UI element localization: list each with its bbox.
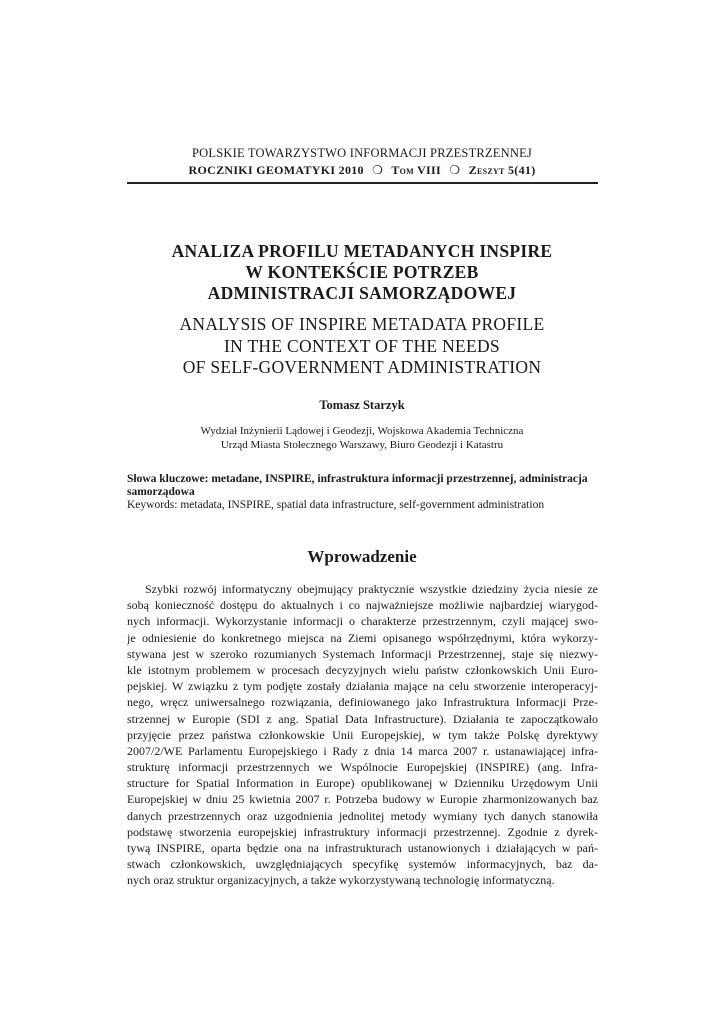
title-polish: [0, 241, 724, 304]
separator-circle-icon: ❍: [449, 163, 461, 177]
journal-volume: Tom VIII: [391, 163, 441, 177]
title-pl-line: ANALIZA PROFILU METADANYCH INSPIRE: [171, 241, 553, 261]
text-line: nego, wręcz uniwersalnego rozwiązania, definiowanego jako Infrastruktura Informacji Prze-: [127, 695, 598, 710]
text-line: nych informacji. Wykorzystanie informacji o charakterze przestrzennym, czyli mającej swo-: [127, 614, 598, 629]
author-name: Tomasz Starzyk: [319, 398, 405, 412]
header-rule: [127, 182, 598, 184]
keywords-pl: Słowa kluczowe: metadane, INSPIRE, infrastruktura informacji przestrzennej, administracja: [127, 473, 588, 485]
text-line: Szybki rozwój informatyczny obejmujący praktycznie wszystkie dziedziny życia niesie ze: [145, 582, 598, 596]
keywords-pl-cont: samorządowa: [127, 486, 195, 498]
text-line: structure for Spatial Information in Europe) opublikowanej w Dzienniku Urzędowym Unii: [127, 776, 598, 791]
title-pl-line: W KONTEKŚCIE POTRZEB: [245, 262, 479, 282]
text-line: tywą INSPIRE, oparta będzie ona na infrastrukturach ustanowionych i działających w pań-: [127, 841, 598, 855]
text-line: stwach członkowskich, uwzględniających specyfikę systemów informacyjnych, baz da-: [127, 857, 598, 872]
title-en-line: IN THE CONTEXT OF THE NEEDS: [224, 335, 500, 356]
affiliation-line: Urząd Miasta Stołecznego Warszawy, Biuro Geodezji i Katastru: [220, 438, 504, 451]
text-line: pejskiej. W związku z tym podjęte zostały działania mające na celu stworzenie interoperacyj-: [127, 679, 598, 694]
text-line: nych oraz struktur organizacyjnych, a także wykorzystywaną technologię informatyczną.: [127, 873, 555, 888]
text-line: stywana jest w szeroko rozumianych Systemach Informacji Przestrzennej, staje się niezwy-: [127, 646, 598, 661]
affiliation-line: Wydział Inżynierii Lądowej i Geodezji, Wojskowa Akademia Techniczna: [200, 425, 524, 437]
section-heading: Wprowadzenie: [307, 547, 417, 566]
journal-title: ROCZNIKI GEOMATYKI 2010: [188, 163, 364, 177]
text-line: Europejskiej w dniu 25 kwietnia 2007 r. Potrzeba budowy w Europie zharmonizowanych baz: [127, 792, 598, 807]
text-line: 2007/2/WE Parlamentu Europejskiego i Rady z dnia 14 marca 2007 r. ustanawiającej infra-: [127, 743, 598, 758]
text-line: strukturę informacji przestrzennych we Wspólnocie Europejskiej (INSPIRE) (ang. Infra-: [127, 760, 598, 775]
text-line: kle istotnym problemem w procesach decyzyjnych wielu państw członkowskich Unii Euro-: [127, 662, 598, 677]
text-line: je odniesienie do konkretnego miejsca na Ziemi opisanego współrzędnymi, która wykorzy-: [127, 630, 598, 645]
text-line: podstawę stworzenia europejskiej infrastruktury informacji przestrzennej. Zgodnie z dyrek-: [127, 824, 598, 839]
keywords-en: Keywords: metadata, INSPIRE, spatial data infrastructure, self-government administration: [127, 499, 545, 511]
title-en-line: ANALYSIS OF INSPIRE METADATA PROFILE: [179, 314, 545, 334]
title-pl-line: ADMINISTRACJI SAMORZĄDOWEJ: [207, 283, 517, 303]
title-en-line: OF SELF-GOVERNMENT ADMINISTRATION: [182, 357, 542, 377]
separator-circle-icon: ❍: [372, 163, 384, 177]
text-line: przyjęcie przez państwa członkowskie Unii Europejskiej, w tym także Polskę dyrektywy: [127, 727, 598, 742]
keywords-block: [127, 473, 598, 512]
text-line: strzennej w Europie (SDI z ang. Spatial Data Infrastructure). Działania te zapoczątkowało: [127, 711, 598, 726]
body-paragraph: [127, 581, 598, 889]
text-line: danych przestrzennych oraz uzgodnienia jednolitej metody wymiany tych danych stanowiła: [127, 808, 598, 823]
title-english: [0, 314, 724, 379]
journal-issue: Zeszyt 5(41): [468, 163, 536, 177]
society-name: POLSKIE TOWARZYSTWO INFORMACJI PRZESTRZENNEJ: [192, 146, 532, 160]
journal-header: [0, 163, 724, 178]
affiliations: [0, 425, 724, 452]
text-line: sobą konieczność dostępu do aktualnych i co najważniejsze możliwie najbardziej wiarygod-: [127, 598, 598, 613]
